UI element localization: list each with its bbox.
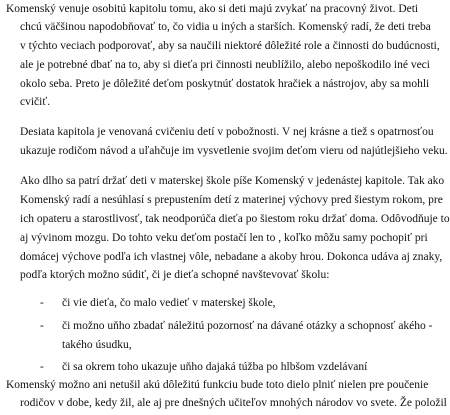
paragraph-3-line-5: domácej výchove podľa ich vlastnej vôle, nebadane a akoby hrou. Dokonca udáva aj znaky, <box>20 251 443 263</box>
closing-paragraph-line-1: Komenský možno ani netušil akú dôležitú funkciu bude toto dielo plniť nielen pre poučenie <box>6 379 429 391</box>
list-marker: - <box>40 361 44 373</box>
paragraph-2-line-1: Desiata kapitola je venovaná cvičeniu detí v pobožnosti. V nej krásne a tiež s opatrnosťou <box>20 126 434 138</box>
paragraph-3-line-4: aj vývinom mozgu. Do tohto veku deťom postačí len to , koľko môžu samy pochopiť pri <box>20 232 428 244</box>
list-marker: - <box>40 320 44 332</box>
paragraph-1-line-4: ale je potrebné dbať na to, aby si dieťa pri činnosti neublížilo, alebo nepoškodilo iné veci <box>20 59 430 71</box>
paragraph-1-line-3: v týchto veciach podporovať, aby sa naučili niektoré dôležité role a činnosti do budúcnosti, <box>20 40 440 52</box>
list-item-3: či sa okrem toho ukazuje uňho dajaká túžba po hlbšom vzdelávaní <box>62 361 368 373</box>
paragraph-3-line-3: ich opateru a starostlivosť, tak neodporúča dieťa po šiestom roku držať doma. Odôvodňuje to <box>20 213 450 225</box>
paragraph-1-line-2: chcú väčšinou napodobňovať to, čo vidia u iných a starších. Komenský radí, že deti treba <box>20 21 431 33</box>
closing-paragraph-line-2: rodičov v dobe, kedy žil, ale aj pre dnešných učiteľov mnohých národov vo svete. Že položil <box>20 397 447 409</box>
paragraph-3-line-2: Komenský radí a nesúhlasí s prepustením detí z materinej výchovy pred šiestym rokom, pre <box>20 194 443 206</box>
list-marker: - <box>40 297 44 309</box>
paragraph-1-line-1: Komenský venuje osobitú kapitolu tomu, ako si deti majú zvykať na pracovný život. Deti <box>6 3 419 15</box>
list-item-2-line-1: či možno uňho zbadať náležitú pozornosť na dávané otázky a schopnosť akého - <box>62 320 433 332</box>
paragraph-1-line-5: okolo seba. Preto je dôležité deťom poskytnúť dostatok hračiek a nástrojov, aby sa mohli <box>20 78 430 90</box>
paragraph-1-line-6: cvičiť. <box>20 96 51 108</box>
paragraph-3-line-6: podľa ktorých možno súdiť, či je dieťa schopné navštevovať školu: <box>20 269 330 281</box>
paragraph-2-line-2: ukazuje rodičom návod a uľahčuje im vysvetlenie svojim deťom vieru od najútlejšieho veku. <box>20 145 448 157</box>
paragraph-3-line-1: Ako dlho sa patrí držať deti v materskej škole píše Komenský v jedenástej kapitole. Tak ako <box>20 175 445 187</box>
list-item-2-line-2: takého úsudku, <box>62 339 132 351</box>
list-item-1: či vie dieťa, čo malo vedieť v materskej škole, <box>62 297 276 309</box>
